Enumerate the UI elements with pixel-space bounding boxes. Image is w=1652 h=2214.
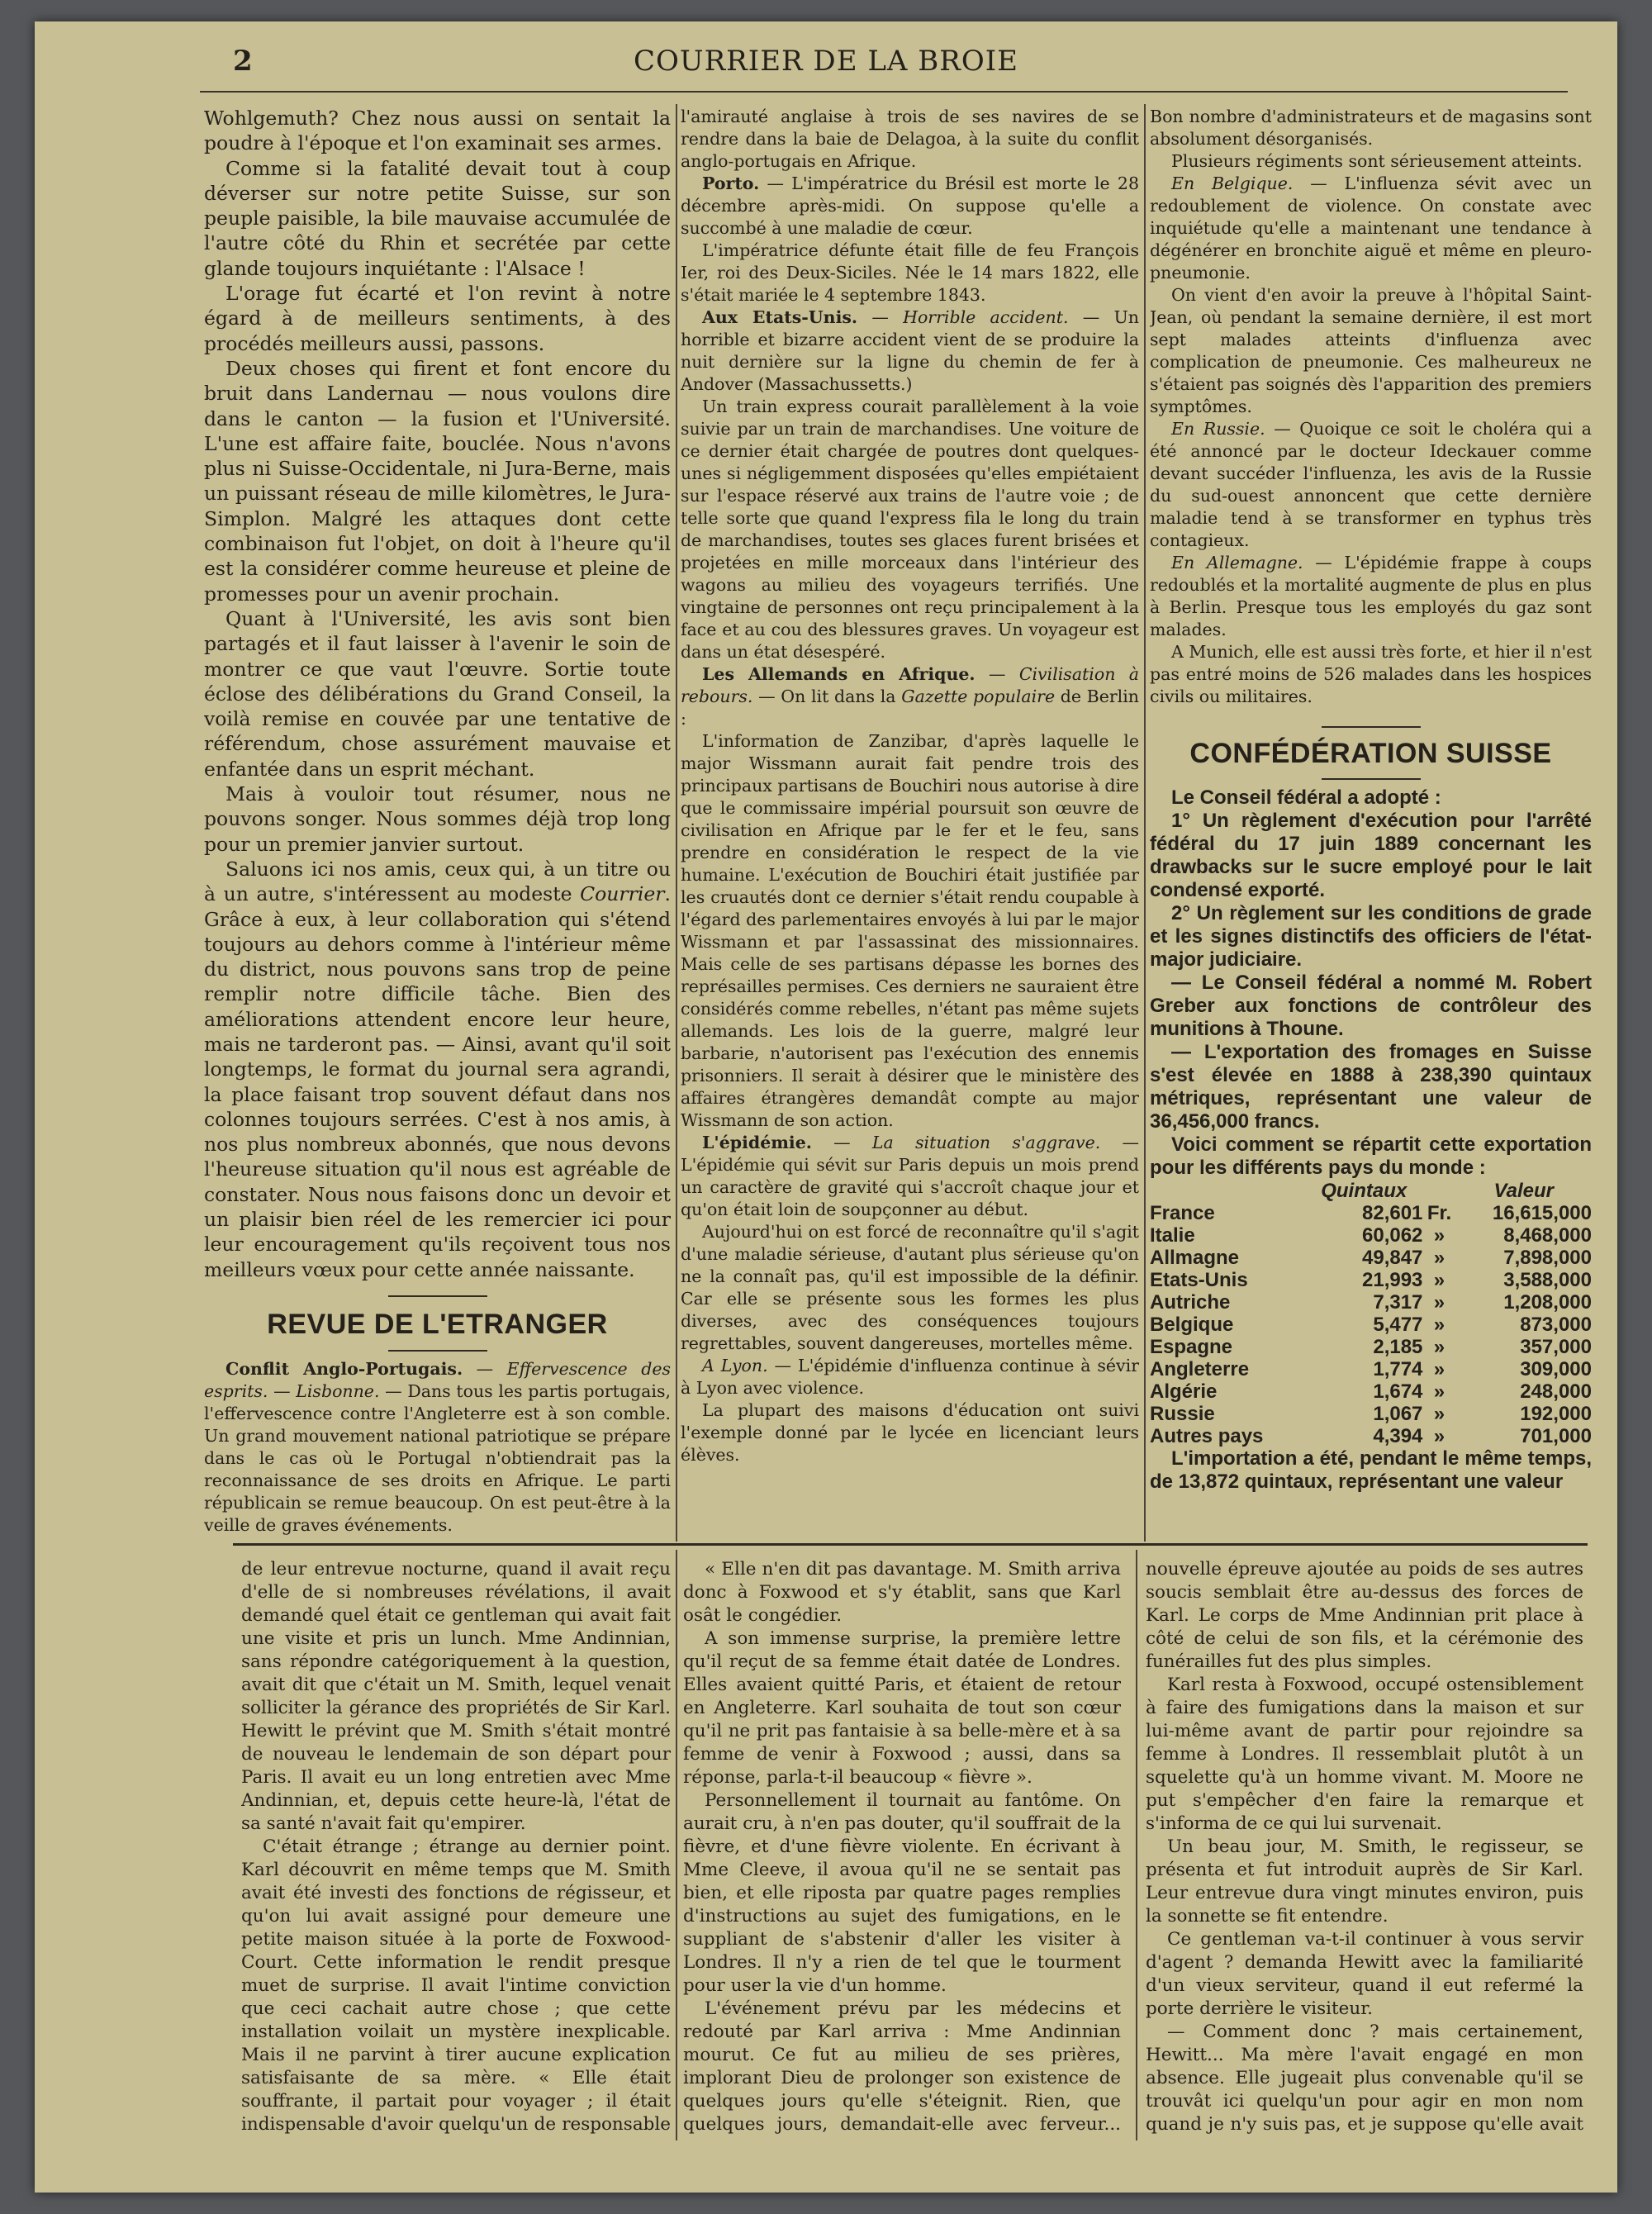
paragraph: Bon nombre d'administrateurs et de magasins sont absolument désorganisés.: [1150, 107, 1592, 149]
table-cell-pays: Allmagne: [1150, 1247, 1240, 1269]
table-cell-pays: Autriche: [1150, 1291, 1231, 1314]
table-cell-q: 21,993: [1362, 1269, 1423, 1291]
item-text: — L'influenza sévit avec un redoublement de violence. On constate avec inquiétude qu'elle a maintenant une tendance à dégénérer en bronchite aiguë et même en pleuro-pneumonie.: [1150, 173, 1592, 283]
table-cell-u: »: [1433, 1291, 1446, 1314]
table-cell-v: 7,898,000: [1503, 1247, 1592, 1269]
table-row: [1150, 1358, 1592, 1380]
paragraph: A son immense surprise, la première lettre qu'il reçut de sa femme était datée de Londres. Elles avaient quitté Paris, et étaient de retour en Angleterre. Karl souhaita de tout son cœur qu'il ne prit pas fantaisie à sa belle-mère et à sa femme de venir à Foxwood ; aussi, dans sa réponse, parla-t-il beaucoup « fièvre ».: [683, 1628, 1121, 1788]
table-cell-u: »: [1433, 1224, 1446, 1247]
table-row: [1150, 1291, 1592, 1314]
item-lead: Conflit Anglo-Portugais.: [225, 1359, 463, 1380]
column-divider: [676, 1550, 677, 2140]
text: . Grâce à eux, à leur collaboration qui s'étend toujours au dehors comme à l'intérieur même du district, nous pouvons sans trop de peine remplir notre difficile tâche. Bien des améliorations attendent encore leur heure, mais ne tarderont pas. — Ainsi, avant qu'il soit longtemps, le format du journal sera agrandi, la place faisant trop souvent défaut dans nos colonnes toujours serrées. C'est à nos amis, à nos plus nombreux abonnés, que nous devons l'heureuse situation qu'il nous est agréable de constater. Nous nous faisons donc un devoir et un plaisir bien réel de les remercier ici pour leur encouragement qu'ils reçoivent tous nos meilleurs vœux pour cette année naissante.: [204, 882, 671, 1281]
news-item-delagoa: [204, 1537, 671, 1539]
table-cell-v: 192,000: [1520, 1403, 1592, 1425]
table-cell-pays: Autres pays: [1150, 1425, 1264, 1447]
paragraph: L'événement prévu par les médecins et redouté par Karl arriva : Mme Andinnian mourut. Ce fut au milieu de ses prières, implorant Dieu de prolonger son existence de quelques jours qu'elle s'éteignit. Rien, que quelques jours, demandait-elle avec ferveur...: [683, 1998, 1121, 2135]
section-rule: [388, 1350, 487, 1352]
table-row: [1150, 1380, 1592, 1403]
table-cell-q: 1,067: [1373, 1403, 1423, 1425]
paragraph: « Elle n'en dit pas davantage. M. Smith arriva donc à Foxwood et s'y établit, sans que Karl osât le congédier.: [683, 1559, 1121, 1626]
paragraph: C'était étrange ; étrange au dernier point. Karl découvrit en même temps que M. Smith avait été investi des fonctions de régisseur, et qu'on lui avait assigné pour demeure une petite maison située à la porte de Foxwood-Court. Cette information le rendit presque muet de surprise. Il avait l'intime conviction que ceci cachait autre chose ; que cette installation voilait un mystère inexplicable. Mais il ne parvint à tirer aucune explication satisfaisante de sa mère. « Elle était souffrante, il partait pour voyager ; il était indispensable d'avoir quelqu'un de responsable: [241, 1836, 671, 2135]
item-subtitle: — La situation s'aggrave.: [811, 1133, 1101, 1152]
journal-name: Gazette populaire: [901, 687, 1056, 706]
table-header-cell: Valeur: [1493, 1180, 1555, 1202]
export-table: [1150, 1180, 1592, 1447]
item-lead: [225, 1537, 444, 1539]
column-divider: [1144, 104, 1146, 1542]
paragraph: Aujourd'hui on est forcé de reconnaître qu'il s'agit d'une maladie sérieuse, d'autant plus sérieuse qu'on ne la connaît pas, qu'il est impossible de la définir. Car elle se présente sous les formes les plus diverses, avec des conséquences toujours regrettables, souvent dangereuses, mortelles même.: [681, 1222, 1139, 1353]
paragraph: L'importation a été, pendant le même temps, de 13,872 quintaux, représentant une valeur: [1150, 1447, 1592, 1493]
table-cell-v: 309,000: [1520, 1358, 1592, 1380]
item-lead: Aux Etats-Unis.: [702, 307, 858, 327]
table-cell-q: 5,477: [1373, 1314, 1423, 1336]
item-text: — Dans tous les partis portugais, l'effervescence contre l'Angleterre est à son comble. Un grand mouvement national patriotique se prépare dans le cas où le Portugal n'obtiendrait pas la reconnaissance de ses droits en Afrique. Le parti républicain se remue beaucoup. On est peut-être à la veille de graves événements.: [204, 1381, 671, 1536]
item-subtitle: — Civilisation à rebours.: [681, 664, 1139, 706]
table-cell-pays: France: [1150, 1202, 1215, 1224]
news-item-porto: [681, 173, 1139, 240]
column-divider: [1136, 1550, 1137, 2140]
paragraph: — Comment donc ? mais certainement, Hewitt... Ma mère l'avait engagé en mon absence. Elle jugeait plus convenable qu'il se trouvât ici quelqu'un pour agir en mon nom quand je n'y suis pas, et je suppose qu'elle avait: [1146, 2022, 1583, 2135]
paragraph: L'orage fut écarté et l'on revint à notre égard à de meilleurs sentiments, à des procédés meilleurs aussi, passons.: [204, 282, 671, 355]
item-place: — Lisbonne.: [268, 1381, 380, 1402]
table-row: [1150, 1425, 1592, 1447]
paragraph: — Le Conseil fédéral a nommé M. Robert Greber aux fonctions de contrôleur des munitions à Thoune.: [1150, 972, 1592, 1040]
table-cell-pays: Russie: [1150, 1403, 1215, 1425]
table-cell-v: 357,000: [1520, 1336, 1592, 1358]
table-cell-pays: Belgique: [1150, 1314, 1234, 1336]
table-cell-q: 82,601: [1362, 1202, 1423, 1224]
item-lead: L'épidémie.: [702, 1133, 812, 1152]
item-lead: En Allemagne.: [1171, 553, 1303, 573]
paragraph: l'amirauté anglaise à trois de ses navires de se rendre dans la baie de Delagoa, à la suite du conflit anglo-portugais en Afrique.: [681, 107, 1139, 171]
paragraph: Wohlgemuth? Chez nous aussi on sentait la poudre à l'époque et l'on examinait ses armes.: [204, 107, 671, 155]
table-row: [1150, 1202, 1592, 1224]
table-cell-v: 873,000: [1520, 1314, 1592, 1336]
paragraph: Deux choses qui firent et font encore du bruit dans Landernau — nous voulons dire dans le canton — la fusion et l'Université. L'une est affaire faite, bouclée. Nous n'avons plus ni Suisse-Occidentale, ni Jura-Berne, mais un puissant réseau de mille kilomètres, le Jura-Simplon. Malgré les attaques dont cette combinaison fut l'objet, on doit à l'heure qu'il est la considérer comme heureuse et pleine de promesses pour un avenir prochain.: [204, 356, 671, 606]
news-item-belgique: [1150, 173, 1592, 284]
feuilleton-column-2: [683, 1558, 1121, 2136]
column-2: [681, 106, 1139, 1539]
item-text: — L'épidémie frappe à coups redoublés et la mortalité augmente de plus en plus à Berlin. Presque tous les employés du gaz sont malades.: [1150, 553, 1592, 639]
table-cell-v: 8,468,000: [1503, 1224, 1592, 1247]
section-rule: [388, 1295, 487, 1297]
paragraph: Un train express courait parallèlement à la voie suivie par un train de marchandises. Une voiture de ce dernier était chargée de poutres dont quelques-unes si négligemment disposées qu'elles empiétaient sur l'espace réservé aux trains de l'autre voie ; de telle sorte que quand l'express fila le long du train de marchandises, toutes ses glaces furent brisées et projetées en mille morceaux dans l'intérieur des wagons au milieu des voyageurs terrifiés. Une vingtaine de personnes ont reçu principalement à la face et au cou des blessures graves. Un voyageur est dans un état désespéré.: [681, 397, 1139, 662]
section-title-confederation: CONFÉDÉRATION SUISSE: [1189, 738, 1552, 769]
confederation-section: [1150, 786, 1592, 1180]
item-text: — L'épidémie d'influenza continue à sévir à Lyon avec violence.: [681, 1356, 1139, 1398]
table-header-cell: [1150, 1180, 1305, 1202]
table-cell-u: »: [1433, 1403, 1446, 1425]
table-cell-q: 1,774: [1373, 1358, 1423, 1380]
table-cell-u: »: [1433, 1269, 1446, 1291]
table-cell-q: 7,317: [1373, 1291, 1423, 1314]
paragraph: L'information de Zanzibar, d'après laquelle le major Wissmann aurait fait pendre trois des principaux partisans de Bouchiri nous autorise à dire que le commissaire impérial poursuit son œuvre de civilisation en Afrique par le fer et le feu, sans prendre en considération le respect de la vie humaine. L'exécution de Bouchiri était justifiée par les cruautés dont ce dernier s'était rendu coupable à l'égard des parlementaires envoyés à lui par le major Wissmann et par l'assassinat des missionnaires. Mais celle de ses partisans dépasse les bornes des représailles permises. Ces derniers ne sauraient être considérés comme rebelles, n'étant pas même sujets allemands. Les lois de la guerre, malgré leur barbarie, n'autorisent pas l'exécution des ennemis prisonniers. Il serait à désirer que le ministère des affaires étrangères demandât compte au major Wissmann de son action.: [681, 731, 1139, 1130]
masthead: COURRIER DE LA BROIE: [634, 45, 1018, 78]
feuilleton-rule: [233, 1543, 1588, 1546]
news-item-russie: [1150, 418, 1592, 552]
feuilleton-column-1: [241, 1558, 671, 2136]
table-row: [1150, 1314, 1592, 1336]
table-header-cell: Quintaux: [1321, 1180, 1408, 1202]
paragraph: Plusieurs régiments sont sérieusement atteints.: [1171, 151, 1583, 171]
text: Saluons ici nos amis, ceux qui, à un titre ou à un autre, s'intéressent au modeste: [204, 857, 671, 906]
table-cell-pays: Algérie: [1150, 1380, 1218, 1403]
paragraph: 2° Un règlement sur les conditions de grade et les signes distinctifs des officiers de l'état-major judiciaire.: [1150, 902, 1592, 971]
table-cell-u: »: [1433, 1336, 1446, 1358]
news-item-lyon: [681, 1355, 1139, 1399]
table-cell-u: »: [1433, 1380, 1446, 1403]
item-text: — L'impératrice du Brésil est morte le 28 décembre après-midi. On suppose qu'elle a succombé à une maladie de cœur.: [681, 173, 1139, 238]
table-cell-u: »: [1433, 1425, 1446, 1447]
paragraph: 1° Un règlement d'exécution pour l'arrêté fédéral du 17 juin 1889 concernant les drawbacks sur le sucre employé pour le lait condensé exporté.: [1150, 810, 1592, 901]
item-text: — On lit dans la: [752, 687, 902, 706]
item-lead: En Russie.: [1171, 419, 1265, 439]
paragraph: Comme si la fatalité devait tout à coup déverser sur notre petite Suisse, sur son peuple paisible, la bile mauvaise accumulée de l'autre côté du Rhin et secrétée par cette glande toujours inquiétante : l'Alsace !: [204, 156, 671, 280]
item-text: — Un horrible et bizarre accident vient de se produire la nuit dernière sur la ligne du chemin de fer à Andover (Massachussetts.): [681, 307, 1139, 394]
table-row: [1150, 1269, 1592, 1291]
paragraph: de leur entrevue nocturne, quand il avait reçu d'elle de si nombreuses révélations, il avait demandé quel était ce gentleman qui avait fait une visite et pris un lunch. Mme Andinnian, sans répondre catégoriquement à la question, avait dit que c'était un M. Smith, lequel venait solliciter la gérance des propriétés de Sir Karl. Hewitt le prévint que M. Smith s'était montré de nouveau le lendemain de son départ pour Paris. Il avait eu un long entretien avec Mme Andinnian, et, depuis cette heure-là, l'état de sa santé n'avait fait qu'empirer.: [241, 1559, 671, 1834]
table-row: [1150, 1247, 1592, 1269]
item-text: — L'épidémie qui sévit sur Paris depuis un mois prend un caractère de gravité qui s'accroît chaque jour et qu'on était loin de soupçonner au début.: [681, 1133, 1139, 1219]
section-rule: [1322, 778, 1421, 780]
paragraph: — L'exportation des fromages en Suisse s'est élevée en 1888 à 238,390 quintaux métriques, représentant une valeur de 36,456,000 francs.: [1150, 1041, 1592, 1133]
item-lead: Porto.: [702, 173, 760, 193]
section-title-revue: REVUE DE L'ETRANGER: [267, 1308, 608, 1340]
table-cell-v: 1,208,000: [1503, 1291, 1592, 1314]
table-cell-u: »: [1433, 1358, 1446, 1380]
table-cell-u: »: [1433, 1314, 1446, 1336]
paragraph: Mais à vouloir tout résumer, nous ne pouvons songer. Nous sommes déjà trop long pour un premier janvier surtout.: [204, 782, 671, 856]
table-cell-v: 701,000: [1520, 1425, 1592, 1447]
item-text: [444, 1537, 671, 1539]
table-cell-u: Fr.: [1427, 1202, 1452, 1224]
paragraph: Karl resta à Foxwood, occupé ostensiblement à faire des fumigations dans la maison et sur lui-même avant de partir pour rejoindre sa femme à Londres. Il ressemblait plutôt à un squelette qu'à un homme vivant. M. Moore ne put s'empêcher d'en faire la remarque et s'informa de ce qui lui survenait.: [1146, 1675, 1583, 1834]
page-number: 2: [233, 45, 253, 78]
column-3: [1150, 106, 1592, 1539]
section-rule: [1322, 726, 1421, 728]
paragraph: Un beau jour, M. Smith, le regisseur, se présenta et fut introduit auprès de Sir Karl. Leur entrevue dura vingt minutes environ, puis la sonnette se fit entendre.: [1146, 1836, 1583, 1927]
paragraph: Quant à l'Université, les avis sont bien partagés et il faut laisser à l'avenir le soin de montrer ce que vaut l'œuvre. Sortie toute éclose des délibérations du Grand Conseil, la voilà remise en couvée par une tentative de référendum, chose assurément mauvaise et enfantée dans un esprit méchant.: [204, 606, 671, 781]
paragraph: Personnellement il tournait au fantôme. On aurait cru, à n'en pas douter, qu'il souffrait de la fièvre, et d'une fièvre violente. En écrivant à Mme Cleeve, il avoua qu'il ne se sentait pas bien, et elle riposta par quatre pages remplies d'instructions au sujet des fumigations, en le suppliant de s'abstenir d'aller les visiter à Londres. Il n'y a rien de tel que le tourment pour user la vie d'un homme.: [683, 1790, 1121, 1996]
news-item-conflit: [204, 1358, 671, 1537]
table-cell-u: »: [1433, 1247, 1446, 1269]
paragraph: La plupart des maisons d'éducation ont suivi l'exemple donné par le lycée en licenciant leurs élèves.: [681, 1400, 1139, 1465]
newspaper-page: [35, 21, 1617, 2193]
table-cell-pays: Etats-Unis: [1150, 1269, 1248, 1291]
item-lead: Les Allemands en Afrique.: [702, 664, 976, 684]
paragraph: Ce gentleman va-t-il continuer à vous servir d'agent ? demanda Hewitt avec la familiarité d'un vieux serviteur, quand il eut refermé la porte derrière le visiteur.: [1146, 1929, 1583, 2019]
news-item-allemagne: [1150, 552, 1592, 641]
table-row: [1150, 1224, 1592, 1247]
column-divider: [676, 104, 677, 1542]
item-lead: En Belgique.: [1171, 173, 1294, 193]
item-text: — Quoique ce soit le choléra qui a été annoncé par le docteur Ideckauer comme devant succéder l'influenza, les avis de la Russie du sud-ouest annoncent que cette dernière maladie tend à se transformer en typhus très contagieux.: [1150, 419, 1592, 550]
table-cell-q: 2,185: [1373, 1336, 1423, 1358]
table-cell-v: 248,000: [1520, 1380, 1592, 1403]
export-table-body: [1150, 1202, 1592, 1447]
table-cell-pays: Angleterre: [1150, 1358, 1250, 1380]
header-rule: [200, 91, 1568, 93]
table-cell-q: 60,062: [1362, 1224, 1423, 1247]
table-cell-q: 4,394: [1373, 1425, 1423, 1447]
table-cell-pays: Italie: [1150, 1224, 1195, 1247]
table-row: [1150, 1336, 1592, 1358]
paragraph: Le Conseil fédéral a adopté :: [1171, 786, 1441, 809]
paragraph: Voici comment se répartit cette exportation pour les différents pays du monde :: [1150, 1133, 1592, 1179]
feuilleton-column-3: [1146, 1558, 1583, 2136]
news-item-allemands: [681, 663, 1139, 730]
paragraph: nouvelle épreuve ajoutée au poids de ses autres soucis semblait être au-dessus des forces de Karl. Le corps de Mme Andinnian prit place à côté de celui de son fils, et la cérémonie des funérailles fut des plus simples.: [1146, 1559, 1583, 1672]
column-1: [204, 106, 671, 1539]
table-cell-v: 16,615,000: [1492, 1202, 1592, 1224]
table-cell-v: 3,588,000: [1503, 1269, 1592, 1291]
import-note: [1150, 1447, 1592, 1494]
table-header-row: [1150, 1180, 1592, 1202]
news-item-usa: [681, 306, 1139, 396]
item-lead: A Lyon.: [702, 1356, 768, 1375]
paragraph: L'impératrice défunte était fille de feu François Ier, roi des Deux-Siciles. Née le 14 mars 1822, elle s'était mariée le 4 septembre 1843.: [681, 240, 1139, 305]
table-row: [1150, 1403, 1592, 1425]
item-text: de Berlin :: [681, 687, 1139, 729]
table-header-cell: [1422, 1180, 1455, 1202]
table-cell-q: 49,847: [1362, 1247, 1423, 1269]
paragraph: A Munich, elle est aussi très forte, et hier il n'est pas entré moins de 526 malades dans les hospices civils ou militaires.: [1150, 642, 1592, 706]
paragraph: On vient d'en avoir la preuve à l'hôpital Saint-Jean, où pendant la semaine dernière, il est mort sept malades atteints d'influenza avec complication de pneumonie. Ces malheureux ne s'étaient pas soignés dès l'apparition des premiers symptômes.: [1150, 285, 1592, 416]
paragraph-salutations: [204, 857, 671, 1282]
news-item-epidemie: [681, 1132, 1139, 1221]
table-cell-q: 1,674: [1373, 1380, 1423, 1403]
journal-name: Courrier: [580, 882, 665, 906]
table-cell-pays: Espagne: [1150, 1336, 1233, 1358]
item-subtitle: — Horrible accident.: [857, 307, 1069, 327]
item-subtitle: — Effervescence des esprits.: [204, 1359, 671, 1402]
